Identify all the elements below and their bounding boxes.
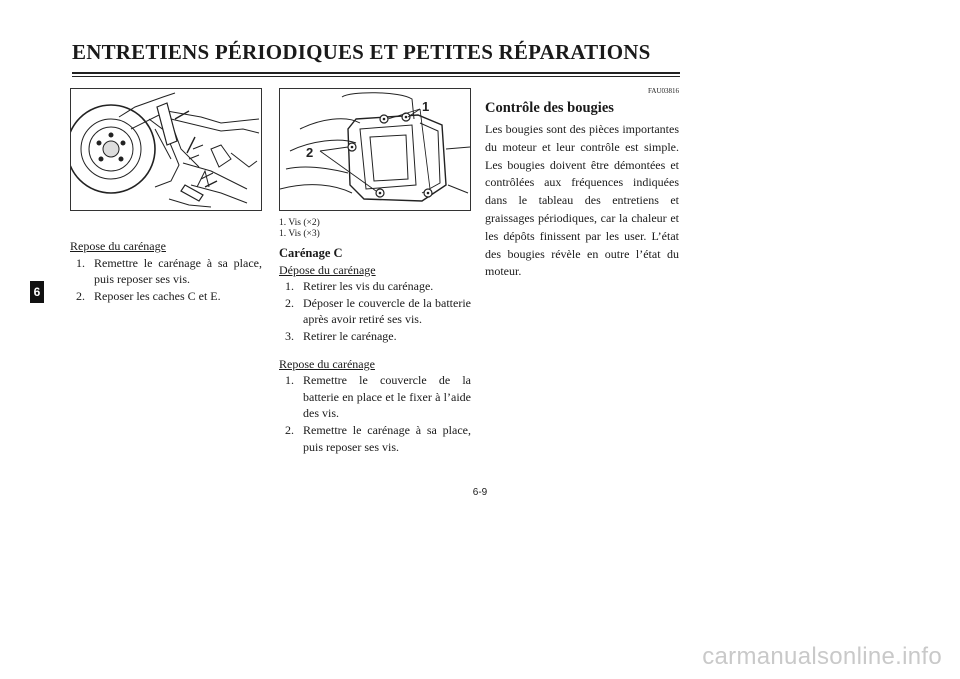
watermark: carmanualsonline.info <box>702 643 942 670</box>
callout-1: 1 <box>422 99 430 114</box>
removal-steps <box>279 278 471 344</box>
seat-area-drawing <box>280 89 470 210</box>
install-steps <box>70 255 262 305</box>
section-title: Contrôle des bougies <box>485 100 614 116</box>
list-item: 2. Remettre le carénage à sa place, puis reposer ses vis. <box>285 422 471 454</box>
front-wheel-drawing <box>71 89 261 210</box>
chapter-tab: 6 <box>30 281 44 303</box>
header-rule-thin <box>72 76 680 77</box>
list-item: 3. Retirer le carénage. <box>285 328 397 343</box>
install-heading: Repose du carénage <box>70 239 166 253</box>
column-1 <box>70 238 262 304</box>
install-heading: Repose du carénage <box>279 356 375 371</box>
list-item: 1. Remettre le carénage à sa place, puis reposer ses vis. <box>76 255 262 287</box>
section-heading: Carénage C <box>279 246 343 260</box>
battery-cover-illustration <box>279 88 471 211</box>
callout-2: 2 <box>306 145 314 160</box>
body-paragraph: Les bougies sont des pièces importantes du moteur et leur contrôle est simple. Les bougies doivent être démontées et contrôlées aux fréquences indiquées dans le tableau des entretiens et graissages périodiques, car la chaleur et les dépôts finissent par les user. L’état des bougies révèle en outre l’état du moteur. <box>485 122 679 279</box>
column-3 <box>485 87 679 281</box>
column-2 <box>279 218 471 455</box>
header-rule <box>72 72 680 74</box>
removal-heading: Dépose du carénage <box>279 262 376 277</box>
list-item: 2. Reposer les caches C et E. <box>76 288 221 303</box>
page-title: ENTRETIENS PÉRIODIQUES ET PETITES RÉPARATIONS <box>72 40 651 64</box>
reference-code: FAU03816 <box>648 87 679 95</box>
figure-caption: 1. Vis (×3) <box>279 228 320 239</box>
list-item: 2. Déposer le couvercle de la batterie après avoir retiré ses vis. <box>285 295 471 327</box>
install-steps <box>279 372 471 455</box>
list-item: 1. Retirer les vis du carénage. <box>285 279 434 294</box>
list-item: 1. Remettre le couvercle de la batterie en place et le fixer à l’aide des vis. <box>285 373 471 421</box>
fairing-removal-illustration <box>70 88 262 211</box>
figure-caption: 1. Vis (×2) <box>279 218 320 228</box>
page-number: 6-9 <box>472 487 488 498</box>
